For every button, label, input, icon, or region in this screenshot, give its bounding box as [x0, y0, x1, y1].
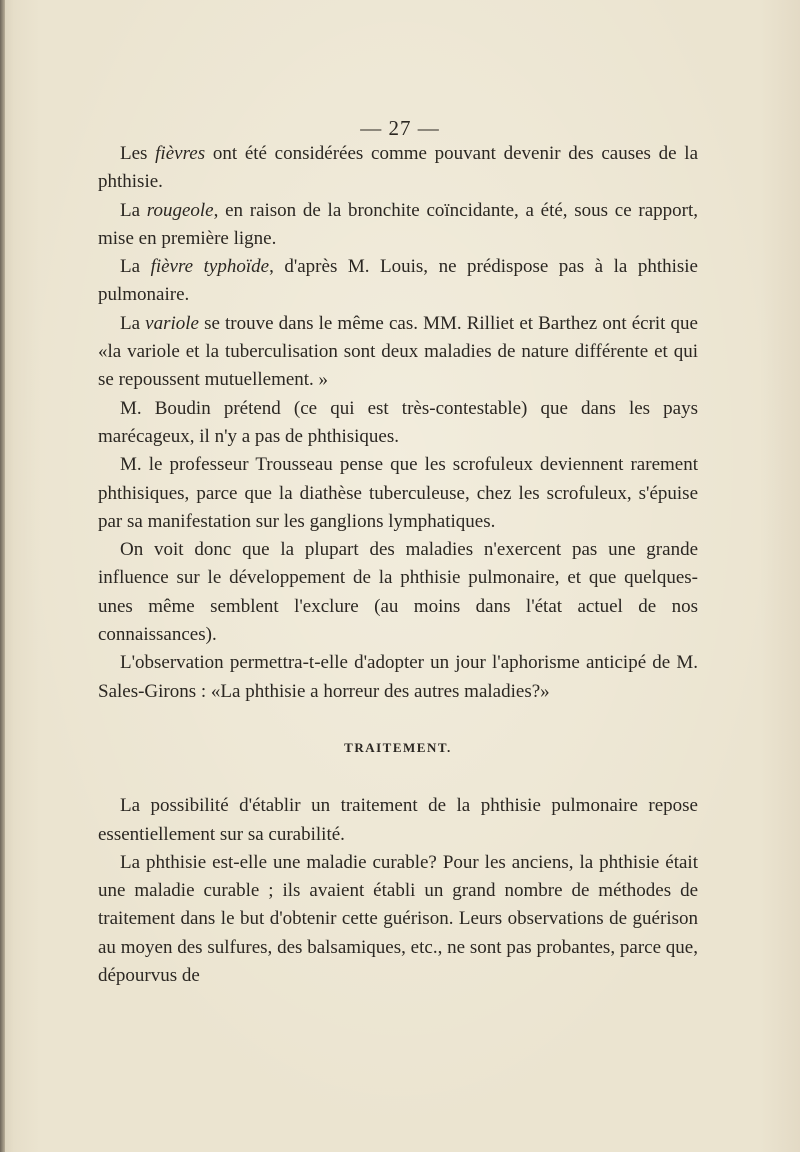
paragraph: [98, 792, 698, 849]
text-run: M. le professeur Trousseau pense que les scrofuleux deviennent rarement phthisiques, parce que la diathèse tuberculeuse, chez les scrofuleux, s'épuise par sa manifestation sur les ganglions lymphatiques.: [98, 454, 698, 532]
paragraph: [98, 310, 698, 395]
text-run: , d'après M. Louis, ne prédispose pas à la phthisie pulmonaire.: [98, 256, 698, 306]
section-heading: TRAITEMENT.: [344, 739, 452, 755]
paragraph: [98, 536, 698, 649]
text-run: L'observation permettra-t-elle d'adopter un jour l'aphorisme anticipé de M. Sales-Girons : «La phthisie a horreur des autres maladies?»: [98, 652, 698, 702]
italic-term: fièvre typhoïde: [150, 256, 270, 278]
paragraph: [98, 451, 698, 536]
text-run: Les: [120, 143, 156, 164]
text-run: La: [120, 312, 146, 334]
paragraph: [98, 849, 698, 990]
book-spine-shadow: [0, 0, 5, 1152]
text-run: M. Boudin prétend (ce qui est très-contestable) que dans les pays marécageux, il n'y a pas de phthisiques.: [98, 397, 698, 447]
text-run: La: [120, 199, 147, 221]
text-run: ont été considérées comme pouvant devenir des causes de la phthisie.: [98, 143, 699, 193]
text-run: La possibilité d'établir un traitement de la phthisie pulmonaire repose essentiellement sur sa curabilité.: [98, 795, 698, 845]
italic-term: fièvres: [155, 143, 206, 164]
paragraph: [98, 649, 698, 706]
paragraph: [98, 253, 698, 310]
paragraph: [98, 140, 698, 197]
text-run: , en raison de la bronchite coïncidante, a été, sous ce rapport, mise en première ligne.: [98, 199, 698, 249]
paragraphs-before-heading: [98, 140, 698, 706]
page-number: — 27 —: [360, 116, 440, 140]
italic-term: rougeole: [146, 199, 214, 221]
text-run: La phthisie est-elle une maladie curable? Pour les anciens, la phthisie était une maladie curable ; ils avaient établi un grand nombre de méthodes de traitement dans le but d'obtenir cette guérison. Leurs observations de guérison au moyen des sulfures, des balsamiques, etc., ne sont pas probantes, parce que, dépourvus de: [98, 851, 698, 987]
paragraph: [98, 395, 698, 452]
italic-term: variole: [145, 312, 199, 334]
body-text: [98, 140, 698, 990]
text-run: La: [120, 256, 151, 278]
text-run: se trouve dans le même cas. MM. Rilliet et Barthez ont écrit que «la variole et la tuberculisation sont deux maladies de nature différente et qui se repoussent mutuellement. »: [98, 312, 698, 391]
paragraphs-after-heading: [98, 792, 698, 990]
paragraph: [98, 197, 698, 254]
text-run: On voit donc que la plupart des maladies n'exercent pas une grande influence sur le développement de la phthisie pulmonaire, et que quelques-unes même semblent l'exclure (au moins dans l'état actuel de nos connaissances).: [98, 539, 698, 646]
